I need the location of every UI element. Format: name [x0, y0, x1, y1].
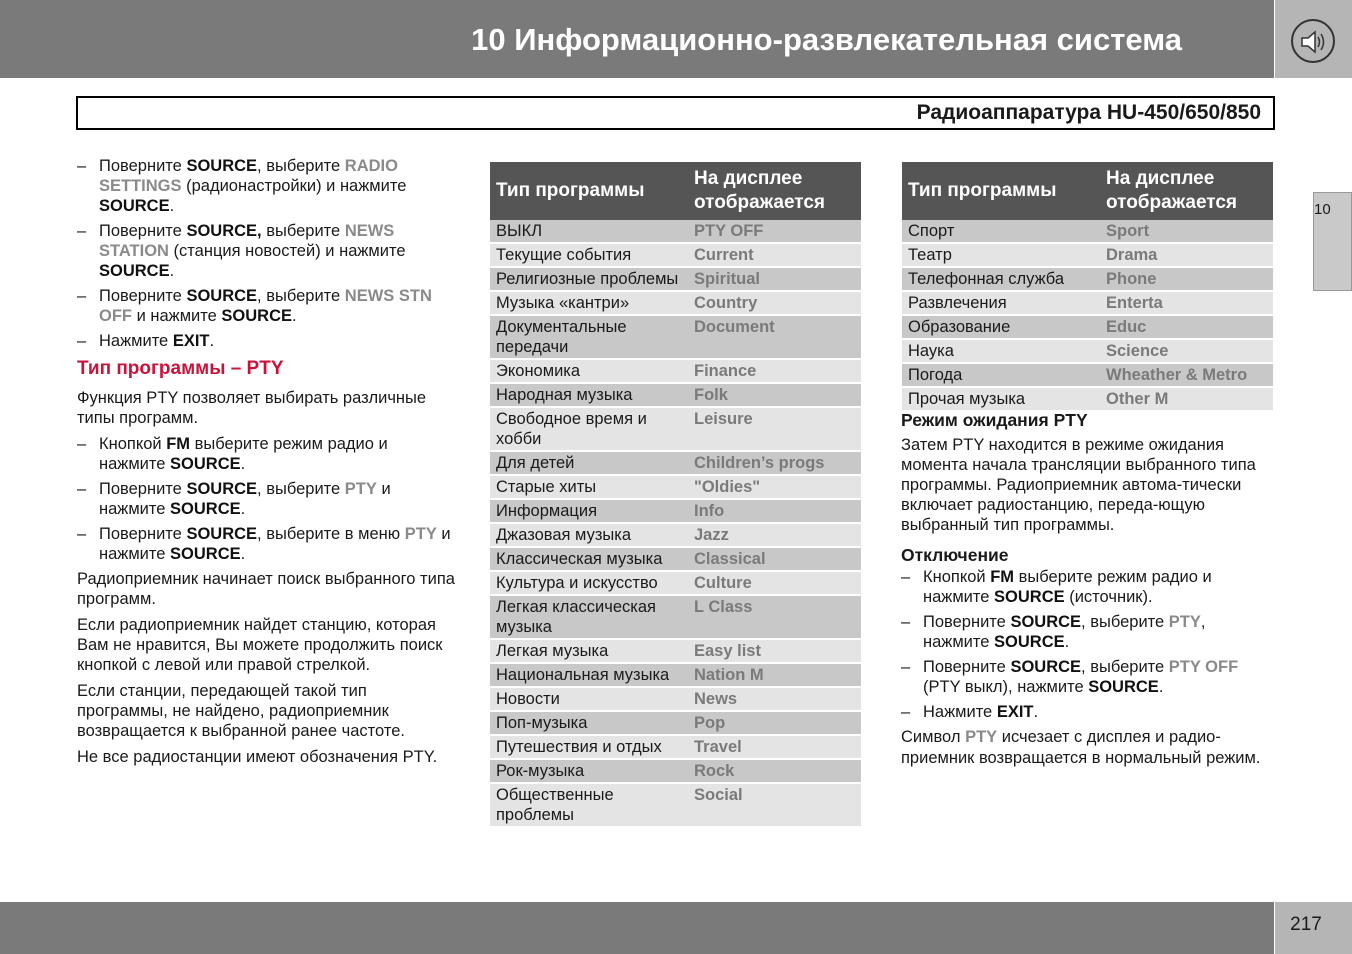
display-label-cell: Educ: [1100, 315, 1273, 339]
display-label-cell: Finance: [688, 359, 861, 383]
table-row: [902, 243, 1273, 267]
table2-header-display: На дисплее отображается: [1100, 162, 1273, 220]
display-label-cell: Leisure: [688, 407, 861, 451]
program-type-cell: Классическая музыка: [490, 547, 688, 571]
program-type-cell: ВЫКЛ: [490, 220, 688, 243]
off-step-item: – Поверните SOURCE, выберите PTY, нажмите SOURCE.: [901, 613, 1206, 651]
table2-header-type: Тип программы: [902, 162, 1100, 220]
display-label-cell: "Oldies": [688, 475, 861, 499]
program-type-cell: Рок-музыка: [490, 759, 688, 783]
step-item: – Поверните SOURCE, выберите NEWS STATION (станция новостей) и нажмите SOURCE.: [77, 222, 406, 280]
program-type-cell: Путешествия и отдых: [490, 735, 688, 759]
display-label-cell: Pop: [688, 711, 861, 735]
display-label-cell: Country: [688, 291, 861, 315]
paragraph: Радиоприемник начинает поиск выбранного типа программ.: [77, 570, 455, 608]
page-number: 217: [1290, 914, 1322, 935]
footer-bar: [0, 902, 1274, 954]
display-label-cell: Easy list: [688, 639, 861, 663]
display-label-cell: Children’s progs: [688, 451, 861, 475]
table-row: [490, 639, 861, 663]
table-row: [490, 475, 861, 499]
table-row: [490, 663, 861, 687]
pty-table-1: [490, 162, 861, 828]
table-row: [490, 735, 861, 759]
display-label-cell: Enterta: [1100, 291, 1273, 315]
table-row: [490, 220, 861, 243]
right-column: [901, 410, 1273, 775]
paragraph: Не все радиостанции имеют обозначения PTY.: [77, 748, 438, 766]
table-row: [902, 387, 1273, 411]
table-row: [490, 267, 861, 291]
chapter-side-tab-label: 10: [1314, 201, 1331, 218]
display-label-cell: Social: [688, 783, 861, 827]
program-type-cell: Образование: [902, 315, 1100, 339]
program-type-cell: Спорт: [902, 220, 1100, 243]
table1-header-type: Тип программы: [490, 162, 688, 220]
program-type-cell: Джазовая музыка: [490, 523, 688, 547]
display-label-cell: News: [688, 687, 861, 711]
display-label-cell: Classical: [688, 547, 861, 571]
off-step-item: – Поверните SOURCE, выберите PTY OFF (PTY выкл), нажмите SOURCE.: [901, 658, 1239, 696]
table-row: [902, 291, 1273, 315]
display-label-cell: Current: [688, 243, 861, 267]
program-type-cell: Музыка «кантри»: [490, 291, 688, 315]
program-type-cell: Легкая классическая музыка: [490, 595, 688, 639]
display-label-cell: Jazz: [688, 523, 861, 547]
table-row: [490, 315, 861, 359]
step-item: – Поверните SOURCE, выберите в меню PTY и нажмите SOURCE.: [77, 525, 451, 563]
chapter-title: 10 Информационно-развлекательная система: [471, 22, 1182, 57]
off-step-item: – Кнопкой FM выберите режим радио и нажмите SOURCE (источник).: [901, 568, 1212, 606]
table-row: [490, 571, 861, 595]
display-label-cell: PTY OFF: [688, 220, 861, 243]
table-row: [490, 291, 861, 315]
step-exit: – Нажмите EXIT.: [77, 332, 215, 350]
table-row: [490, 243, 861, 267]
step-item: – Кнопкой FM выберите режим радио и нажмите SOURCE.: [77, 435, 388, 473]
step-item: – Поверните SOURCE, выберите PTY и нажмите SOURCE.: [77, 480, 391, 518]
table-row: [490, 499, 861, 523]
display-label-cell: Travel: [688, 735, 861, 759]
step-item: – Поверните SOURCE, выберите NEWS STN OFF и нажмите SOURCE.: [77, 287, 432, 325]
header-bar: [0, 0, 1274, 78]
table-row: [902, 220, 1273, 243]
program-type-cell: Текущие события: [490, 243, 688, 267]
header-icon-box: [1275, 0, 1352, 78]
table-row: [490, 383, 861, 407]
display-label-cell: Other M: [1100, 387, 1273, 411]
standby-text: Затем PTY находится в режиме ожидания момента начала трансляции выбранного типа программы. Радиоприемник автома-тически включает радиостанцию, переда-ющую выбранный тип программы.: [901, 436, 1256, 534]
standby-title: Режим ожидания PTY: [901, 410, 1088, 430]
table-row: [490, 595, 861, 639]
off-title: Отключение: [901, 545, 1009, 565]
table-row: [902, 267, 1273, 291]
paragraph: Если радиоприемник найдет станцию, которая Вам не нравится, Вы можете продолжить поиск кнопкой с левой или правой стрелкой.: [77, 616, 443, 674]
pty-table-2: [902, 162, 1273, 412]
pty-intro: Функция PTY позволяет выбирать различные типы программ.: [77, 389, 427, 427]
section-title-pty: Тип программы – PTY: [77, 358, 284, 379]
program-type-cell: Для детей: [490, 451, 688, 475]
program-type-cell: Наука: [902, 339, 1100, 363]
paragraph: Если станции, передающей такой тип программы, не найдено, радиоприемник возвращается к выбранной ранее частоте.: [77, 682, 405, 740]
table-row: [490, 687, 861, 711]
table-row: [902, 339, 1273, 363]
table-row: [490, 711, 861, 735]
table-row: [490, 451, 861, 475]
table-row: [490, 407, 861, 451]
speaker-icon: [1291, 19, 1335, 63]
program-type-cell: Театр: [902, 243, 1100, 267]
display-label-cell: Phone: [1100, 267, 1273, 291]
off-step-exit: – Нажмите EXIT.: [901, 703, 1039, 721]
program-type-cell: Информация: [490, 499, 688, 523]
program-type-cell: Религиозные проблемы: [490, 267, 688, 291]
page-number-box: [1275, 902, 1352, 954]
display-label-cell: Rock: [688, 759, 861, 783]
display-label-cell: Nation M: [688, 663, 861, 687]
program-type-cell: Погода: [902, 363, 1100, 387]
chapter-side-tab: [1313, 192, 1352, 291]
program-type-cell: Развлечения: [902, 291, 1100, 315]
program-type-cell: Новости: [490, 687, 688, 711]
program-type-cell: Легкая музыка: [490, 639, 688, 663]
display-label-cell: Science: [1100, 339, 1273, 363]
table-row: [902, 363, 1273, 387]
display-label-cell: Folk: [688, 383, 861, 407]
table-row: [490, 547, 861, 571]
section-subtitle: Радиоаппаратура HU-450/650/850: [916, 101, 1261, 124]
table-row: [490, 359, 861, 383]
program-type-cell: Старые хиты: [490, 475, 688, 499]
table-row: [902, 315, 1273, 339]
program-type-cell: Культура и искусство: [490, 571, 688, 595]
display-label-cell: Culture: [688, 571, 861, 595]
display-label-cell: Drama: [1100, 243, 1273, 267]
table-row: [490, 523, 861, 547]
program-type-cell: Национальная музыка: [490, 663, 688, 687]
program-type-cell: Прочая музыка: [902, 387, 1100, 411]
program-type-cell: Экономика: [490, 359, 688, 383]
program-type-cell: Народная музыка: [490, 383, 688, 407]
left-column: [77, 156, 455, 773]
step-item: – Поверните SOURCE, выберите RADIO SETTINGS (радионастройки) и нажмите SOURCE.: [77, 157, 407, 215]
display-label-cell: Info: [688, 499, 861, 523]
program-type-cell: Свободное время и хобби: [490, 407, 688, 451]
display-label-cell: Wheather & Metro: [1100, 363, 1273, 387]
program-type-cell: Документальные передачи: [490, 315, 688, 359]
program-type-cell: Общественные проблемы: [490, 783, 688, 827]
table-row: [490, 759, 861, 783]
table-row: [490, 783, 861, 827]
display-label-cell: L Class: [688, 595, 861, 639]
program-type-cell: Телефонная служба: [902, 267, 1100, 291]
table1-header-display: На дисплее отображается: [688, 162, 861, 220]
section-subtitle-box: [76, 96, 1275, 130]
display-label-cell: Document: [688, 315, 861, 359]
program-type-cell: Поп-музыка: [490, 711, 688, 735]
display-label-cell: Spiritual: [688, 267, 861, 291]
display-label-cell: Sport: [1100, 220, 1273, 243]
final-note: Символ PTY исчезает с дисплея и радио-приемник возвращается в нормальный режим.: [901, 728, 1261, 767]
